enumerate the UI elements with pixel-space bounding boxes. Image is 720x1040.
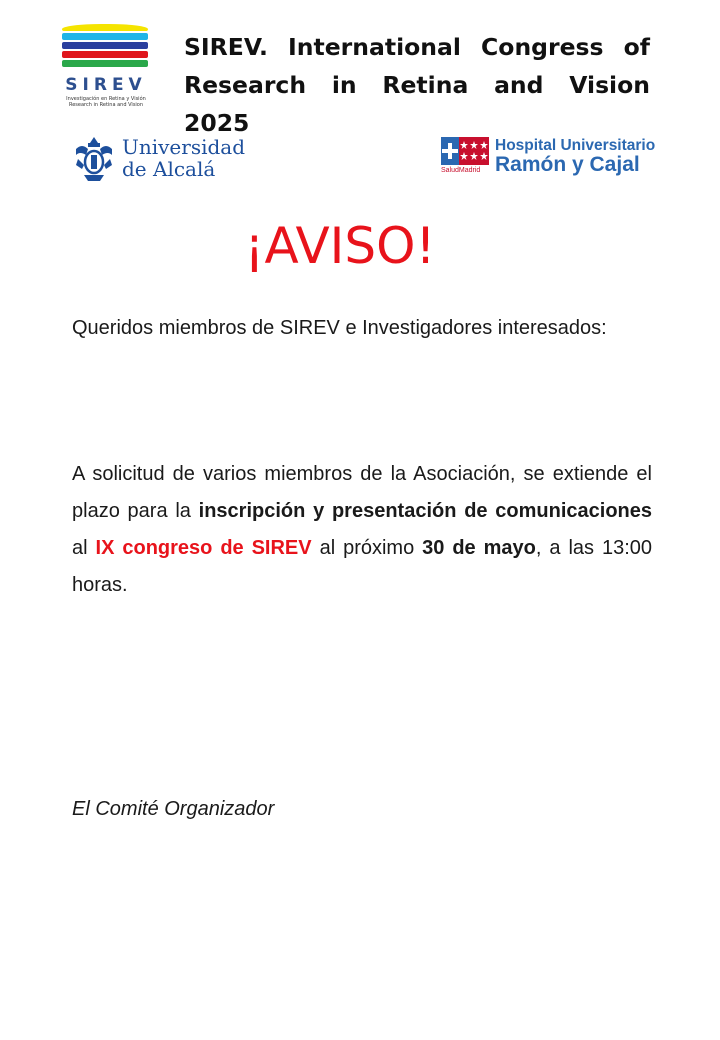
- congress-title: SIREV. International Congress of Research in Retina and Vision 2025: [184, 33, 650, 137]
- logo-tagline: Investigación en Retina y Visión Research in Retina and Vision: [66, 96, 146, 108]
- hospital-name-line1: Hospital Universitario: [495, 137, 656, 154]
- hospital-name-line2: Ramón y Cajal: [495, 153, 640, 176]
- body-text-3: al próximo: [311, 537, 423, 559]
- body-congress-name: IX congreso de SIREV: [95, 537, 312, 559]
- signature: El Comité Organizador: [72, 798, 275, 820]
- logo-stripe-green: [62, 60, 148, 67]
- university-name: [122, 136, 245, 180]
- body-text-2: al: [72, 537, 96, 559]
- salud-madrid-label: SaludMadrid: [441, 167, 481, 174]
- logo-stripe-red: [62, 51, 148, 58]
- salud-madrid-flag-icon: [441, 137, 489, 165]
- body-emphasis-registration: inscripción y presentación de comunicaciones: [198, 500, 652, 522]
- body-text-1: A solicitud de varios miembros de la Asociación, se extiende el plazo para la: [72, 463, 652, 522]
- university-crest-icon: [72, 135, 116, 183]
- notice-heading: ¡AVISO!: [244, 217, 436, 275]
- logo-wordmark: SIREV: [65, 75, 147, 95]
- university-name-line2: de Alcalá: [122, 157, 216, 181]
- logo-stripe-blue: [62, 42, 148, 49]
- logo-stripe-yellow: [62, 24, 148, 31]
- salutation-text: Queridos miembros de SIREV e Investigadores interesados:: [72, 317, 607, 339]
- sirev-logo: [60, 22, 152, 110]
- university-logo: [72, 135, 246, 185]
- university-name-line1: Universidad: [122, 135, 246, 159]
- hospital-logo: [441, 137, 657, 177]
- body-text-4: , a las 13:00 horas.: [72, 537, 652, 596]
- body-deadline-date: 30 de mayo: [422, 537, 536, 559]
- logo-stripe-cyan: [62, 33, 148, 40]
- notice-body: [72, 456, 652, 604]
